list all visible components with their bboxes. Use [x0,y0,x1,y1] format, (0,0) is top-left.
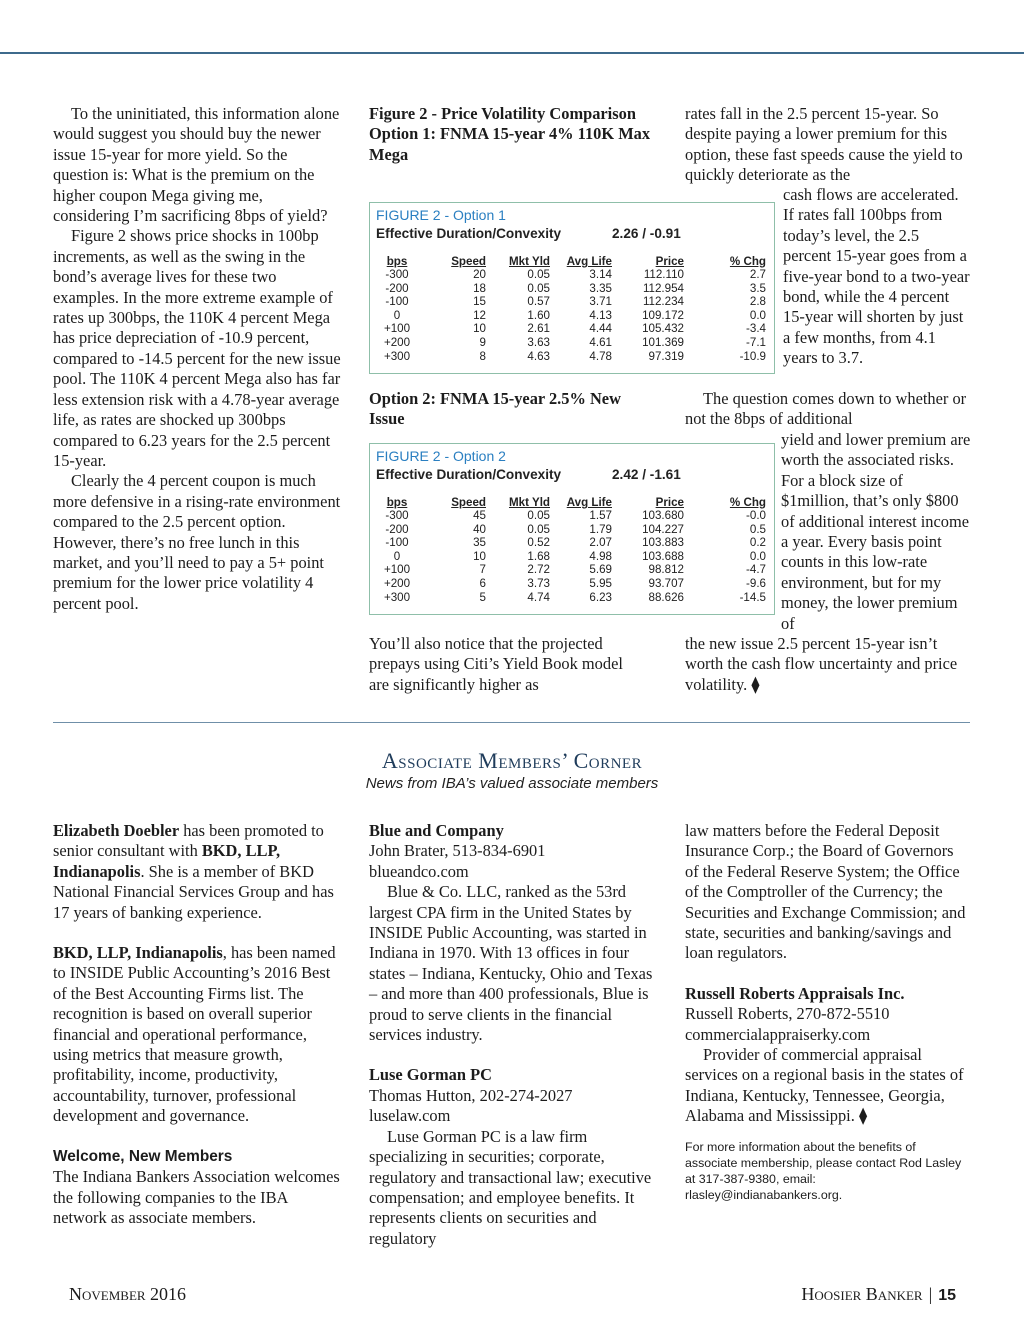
table-cell: 4.98 [589,549,612,563]
member-text: . She is a member of BKD National Financial Services Group and has 17 years of banking experience. [53,861,334,922]
table-cell: 105.432 [642,322,684,336]
table-cell: 15 [473,295,486,309]
table-row [376,577,766,591]
end-mark-icon: ⧫ [751,674,760,694]
table-cell: 112.110 [643,268,684,281]
table-cell: +300 [383,590,411,604]
member-name: Blue and Company [369,821,504,840]
table-cell: 103.688 [642,549,684,563]
table-cell: 10 [473,322,486,336]
table-cell: -100 [385,536,409,550]
table-cell: 0.05 [527,268,550,281]
member-contact: John Brater, 513-834-6901 [369,841,546,861]
article-column-3c [685,389,971,430]
table-cell: 112.234 [642,295,684,309]
table-cell: -100 [385,295,409,309]
article-paragraph: cash flows are accelerated. If rates fall 100bps from today’s level, the 2.5 percent 15-year goes from a five-year bond to a two-year bond, while the 4 percent 15-year will shorten by just a few months, from 4.1 years to 3.7. [783,185,970,368]
section-subtitle: News from IBA’s valued associate members [365,775,659,792]
table-row [376,322,766,336]
table-cell: 8 [479,349,486,363]
table-cell: 2.7 [749,268,766,281]
figure-title: Figure 2 - Price Volatility Comparison [369,104,636,123]
member-website[interactable]: blueandco.com [369,861,469,881]
table-cell: +200 [383,576,411,590]
page-number: 15 [938,1287,956,1304]
member-website[interactable]: commercialappraiserky.com [685,1024,871,1044]
table-cell: 4.44 [589,322,612,336]
member-contact: Thomas Hutton, 202-274-2027 [369,1085,573,1105]
table-header: Mkt Yld [508,496,550,509]
article-paragraph: yield and lower premium are worth the associated risks. For a block size of $1million, that’s only $800 of additional interest income a year. Every basis point counts in this low-rate environment, but for my money, the lower premium of [781,430,971,633]
table-cell: 3.35 [589,281,612,295]
table-cell: 0.0 [749,549,766,563]
table-cell: 12 [473,308,486,322]
table-header: Mkt Yld [508,255,550,268]
table-cell: 40 [473,522,486,536]
table-cell: 101.369 [642,335,684,349]
article-column-2-text [369,634,639,695]
article-column-3a [685,104,971,186]
article-paragraph [685,634,971,695]
table-cell: -9.6 [746,576,766,590]
member-description: law matters before the Federal Deposit Insurance Corp.; the Board of Governors of the Federal Reserve System; the Office of the Comptroller of the Currency; the Securities and Exchange Commission; and state, securities and banking/savings and loan regulators. [685,821,966,963]
table-cell: -10.9 [739,349,766,363]
table-cell: 0.5 [749,522,766,536]
figure-table-1 [376,255,766,363]
table-cell: 1.60 [527,308,550,322]
table-cell: 20 [473,268,486,281]
table-cell: -0.0 [746,509,766,522]
table-cell: 2.72 [527,563,550,577]
table-cell: 1.57 [589,509,612,522]
table-cell: +100 [383,563,411,577]
figure-heading-text: Effective Duration/Convexity [376,226,562,241]
member-name: Luse Gorman PC [369,1065,492,1085]
table-cell: 109.172 [642,308,684,322]
table-cell: 3.5 [749,281,766,295]
figure-heading [376,467,681,482]
table-header: bps [386,496,408,509]
table-cell: 98.812 [648,563,684,577]
table-cell: 10 [473,549,486,563]
table-cell: 93.707 [648,576,684,590]
option1-title: Option 1: FNMA 15-year 4% 110K Max Mega [369,124,651,164]
member-text: , has been named to INSIDE Public Accounting’s 2016 Best of the Best Accounting Firms list. The recognition is based on overall superior financial and operational performance, using metrics that measure growth, profitability, income, productivity, accountability, turnover, professional development and governance. [53,943,336,1126]
article-paragraph: rates fall in the 2.5 percent 15-year. So despite paying a lower premium for this option, these fast speeds cause the yield to quickly deteriorate as the [685,104,963,185]
footer-publication [801,1284,956,1305]
welcome-title: Welcome, New Members [53,1147,233,1165]
table-cell: 0.05 [527,522,550,536]
member-contact: Russell Roberts, 270-872-5510 [685,1004,890,1024]
section-title: Associate Members’ Corner [381,748,643,773]
table-cell: 0.52 [527,536,550,550]
section-divider [53,722,970,723]
table-row [376,295,766,309]
table-cell: 9 [479,335,486,349]
table-header: bps [386,255,408,268]
table-header: Price [655,255,684,268]
table-row [376,523,766,537]
table-cell: 4.74 [527,590,550,604]
table-cell: -200 [385,522,409,536]
members-column-1 [53,821,343,1228]
table-cell: +200 [383,335,411,349]
figure-label: FIGURE 2 - Option 1 [376,207,506,223]
table-cell: 0.2 [749,536,766,550]
table-row [376,268,766,282]
table-cell: 5.69 [589,563,612,577]
member-description [685,1045,971,1127]
table-row [376,550,766,564]
figure-label: FIGURE 2 - Option 2 [376,448,506,464]
table-cell: 5.95 [589,576,612,590]
article-paragraph: Figure 2 shows price shocks in 100bp increments, as well as the swing in the bond’s average lives for these two examples. In the more extreme example of rates up 300bps, the 110K 4 percent Mega has price depreciation of -10.9 percent, compared to -14.5 percent for the new issue pool. The 110K 4 percent Mega also has far less extension risk with a 4.78-year average life, as rates are shocked up 300bps compared to 6.23 years for the 2.5 percent 15-year. [53,226,341,470]
table-header: Speed [451,255,486,268]
table-cell: 7 [479,563,486,577]
member-firm: BKD, LLP, Indianapolis [53,841,281,881]
table-cell: 1.68 [527,549,550,563]
end-mark-icon: ⧫ [858,1106,868,1126]
table-cell: -7.1 [746,335,766,349]
member-text: has been promoted to senior consultant with [53,821,324,861]
article-paragraph: The question comes down to whether or not the 8bps of additional [685,389,967,429]
table-header: % Chg [729,496,766,509]
table-cell: 4.61 [589,335,612,349]
table-cell: 2.07 [589,536,612,550]
table-cell: 0.57 [527,295,550,309]
figure-caption-2 [369,389,659,430]
table-header: Avg Life [566,255,612,268]
member-item [53,821,343,923]
table-row [376,536,766,550]
table-cell: 103.680 [642,509,684,522]
welcome-text: The Indiana Bankers Association welcomes the following companies to the IBA network as associate members. [53,1167,340,1227]
member-name: Russell Roberts Appraisals Inc. [685,983,905,1003]
table-cell: 97.319 [648,349,684,363]
figure-option-2 [369,443,775,615]
table-cell: 0.05 [527,281,550,295]
member-item [53,943,343,1127]
table-cell: 2.61 [527,322,550,336]
table-row [376,591,766,605]
table-cell: 2.8 [749,295,766,309]
members-column-2 [369,821,655,1249]
article-column-3d [781,430,971,634]
table-cell: 0.05 [527,509,550,522]
article-column-1 [53,104,343,614]
table-cell: 18 [473,281,486,295]
table-cell: 3.73 [527,576,550,590]
table-cell: -300 [385,509,409,522]
table-cell: 4.13 [589,308,612,322]
table-cell: -3.4 [746,322,766,336]
table-cell: 6.23 [589,590,612,604]
figure-caption-1 [369,104,659,165]
figure-heading-value: 2.26 / -0.91 [612,226,681,241]
article-text: the new issue 2.5 percent 15-year isn’t worth the cash flow uncertainty and price volatility. [685,634,958,694]
footer-separator: | [928,1284,933,1304]
figure-heading [376,226,681,241]
table-cell: 4.63 [527,349,550,363]
table-header: Price [655,496,684,509]
article-paragraph: You’ll also notice that the projected prepays using Citi’s Yield Book model are significantly higher as [369,634,623,694]
table-row [376,509,766,523]
table-cell: 3.63 [527,335,550,349]
figure-heading-text: Effective Duration/Convexity [376,467,562,482]
member-description: Blue & Co. LLC, ranked as the 53rd largest CPA firm in the United States by INSIDE Public Accounting, was started in Indiana in 1970. With 13 offices in four states – Indiana, Kentucky, Ohio and Texas – and more than 400 professionals, Blue is proud to serve clients in the financial services industry. [369,882,653,1045]
table-cell: -300 [385,268,409,281]
article-paragraph: Clearly the 4 percent coupon is much more defensive in a rising-rate environment compared to the 2.5 percent option. However, there’s no free lunch in this market, and you’ll need to pay a 5+ point premium for the lower price volatility 4 percent pool. [53,471,341,613]
option2-title: Option 2: FNMA 15-year 2.5% New Issue [369,389,621,429]
table-header: Avg Life [566,496,612,509]
table-cell: -4.7 [746,563,766,577]
table-cell: 6 [479,576,486,590]
member-description: Luse Gorman PC is a law firm specializing in securities; corporate, regulatory and transactional law; executive compensation; and employee benefits. It represents clients on securities and regulatory [369,1126,652,1248]
table-cell: 104.227 [642,522,684,536]
footer-date: November 2016 [69,1284,187,1304]
figure-table-2 [376,496,766,604]
table-row [376,350,766,364]
table-cell: 3.14 [589,268,612,281]
table-header: Speed [451,496,486,509]
table-cell: 4.78 [589,349,612,363]
table-cell: +100 [383,322,411,336]
member-text: Provider of commercial appraisal services on a regional basis in the states of Indiana, Kentucky, Tennessee, Georgia, Alabama and Mississippi. [685,1045,964,1126]
article-column-3b [783,185,971,369]
table-cell: 35 [473,536,486,550]
table-cell: 0 [393,308,401,322]
table-cell: 3.71 [589,295,612,309]
membership-info-note: For more information about the benefits of associate membership, please contact Rod Lasley at 317-387-9380, email: rlasley@indianabankers.org. [685,1139,962,1203]
publication-name: Hoosier Banker [801,1284,923,1304]
table-row [376,336,766,350]
table-row [376,563,766,577]
table-row [376,309,766,323]
table-cell: +300 [383,349,411,363]
member-name: Elizabeth Doebler [53,821,180,840]
figure-option-1 [369,202,775,374]
table-cell: 45 [473,509,486,522]
table-cell: 0.0 [749,308,766,322]
table-header: % Chg [729,255,766,268]
member-website[interactable]: luselaw.com [369,1106,451,1126]
table-row [376,282,766,296]
member-firm: BKD, LLP, Indianapolis [53,943,223,963]
table-cell: 1.79 [589,522,612,536]
article-paragraph: To the uninitiated, this information alone would suggest you should buy the newer issue 15-year for more yield. So the question is: What is the premium on the higher coupon Mega giving me, considering I’m sacrificing 8bps of yield? [53,104,340,226]
table-cell: 88.626 [648,590,684,604]
table-cell: 103.883 [642,536,684,550]
table-cell: 112.954 [642,281,684,295]
article-column-3e [685,634,971,695]
table-cell: 0 [393,549,401,563]
top-rule [0,52,1024,54]
table-cell: -14.5 [739,590,766,604]
figure-heading-value: 2.42 / -1.61 [612,467,681,482]
members-column-3 [685,821,971,1204]
table-cell: -200 [385,281,409,295]
table-cell: 5 [479,590,486,604]
